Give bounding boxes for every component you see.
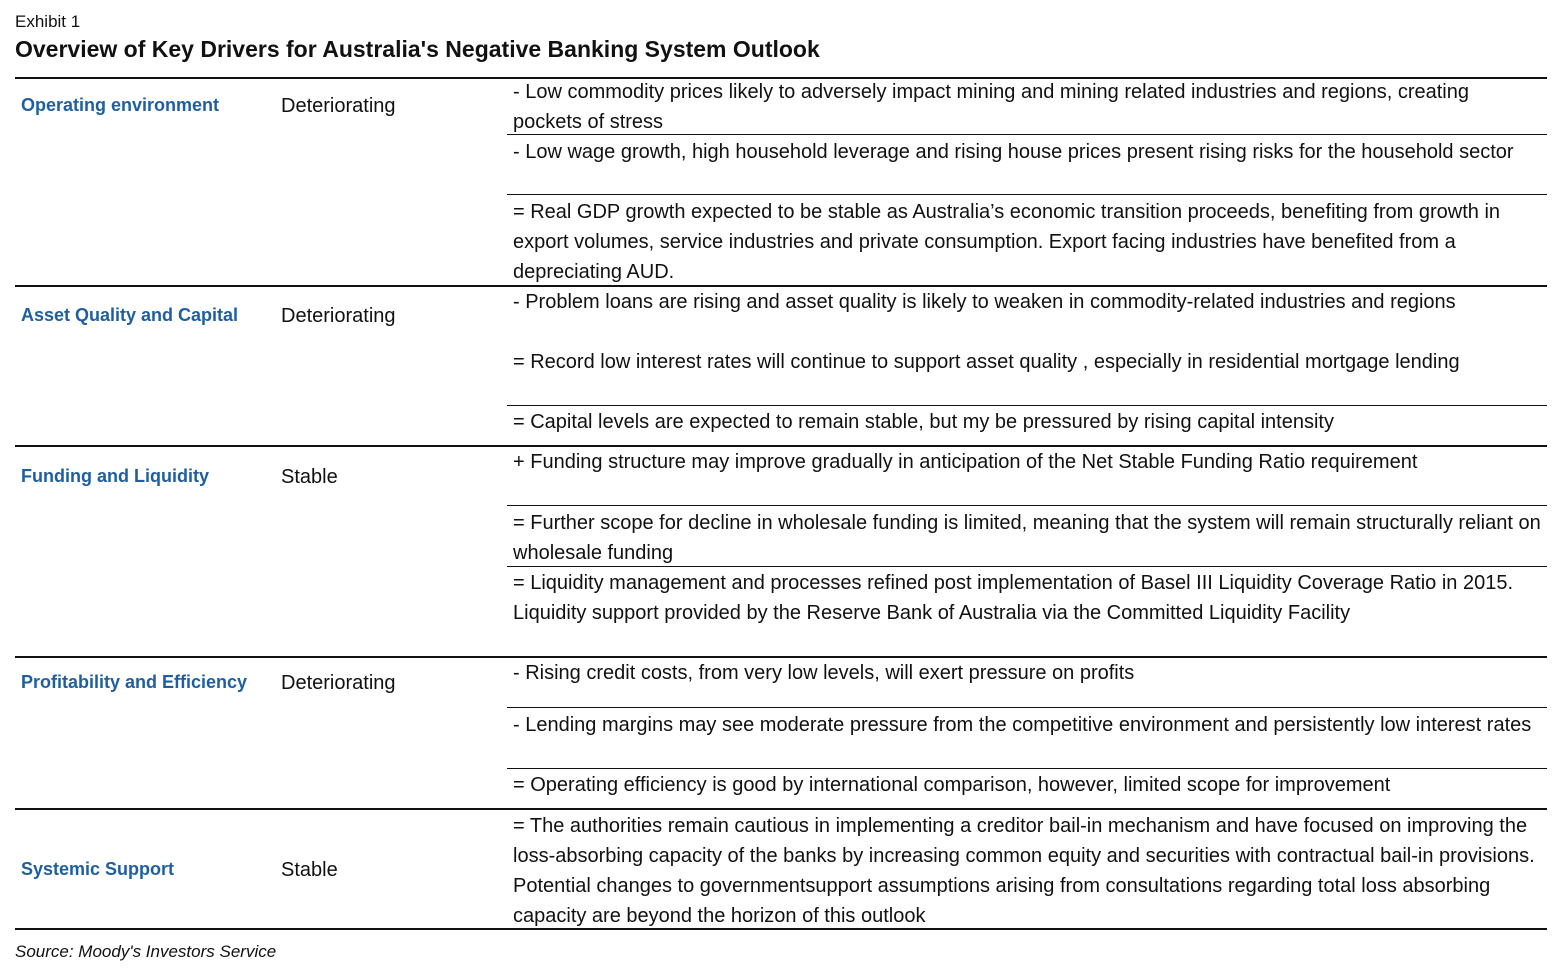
bullet-divider (507, 707, 1547, 708)
bullet-divider (507, 505, 1547, 506)
bullet-divider (507, 405, 1547, 406)
source-note: Source: Moody's Investors Service (15, 942, 277, 961)
exhibit-title: Overview of Key Drivers for Australia's Negative Banking System Outlook (15, 36, 820, 62)
driver-bullet: = Operating efficiency is good by international comparison, however, limited scope for improvement (513, 774, 1391, 796)
driver-bullet: - Problem loans are rising and asset quality is likely to weaken in commodity-related industries and regions (513, 291, 1456, 313)
exhibit-label: Exhibit 1 (15, 12, 81, 31)
status-funding-liquidity: Stable (281, 466, 338, 488)
status-asset-quality-capital: Deteriorating (281, 305, 396, 327)
driver-bullet: = Capital levels are expected to remain stable, but my be pressured by rising capital intensity (513, 411, 1334, 433)
status-systemic-support: Stable (281, 859, 338, 881)
category-funding-liquidity: Funding and Liquidity (21, 466, 209, 486)
driver-bullet: - Rising credit costs, from very low levels, will exert pressure on profits (513, 662, 1135, 684)
category-operating-environment: Operating environment (21, 95, 220, 115)
driver-bullet: = The authorities remain cautious in implementing a creditor bail-in mechanism and have focused on improving the loss-absorbing capacity of the banks by increasing common equity and securities with contractual bail-in provisions. Potential changes to governmentsupport assumptions arising from consultations regarding total loss absorbing capacity are beyond the horizon of this outlook (513, 815, 1535, 927)
category-asset-quality-capital: Asset Quality and Capital (21, 305, 239, 325)
driver-bullet: = Liquidity management and processes refined post implementation of Basel III Liquidity Coverage Ratio in 2015. Liquidity support provided by the Reserve Bank of Australia via the Committed Liquidity Facility (513, 572, 1514, 624)
row-divider (15, 808, 1547, 810)
driver-bullet: = Record low interest rates will continue to support asset quality , especially in residential mortgage lending (513, 351, 1460, 373)
driver-bullet: = Further scope for decline in wholesale funding is limited, meaning that the system will remain structurally reliant on wholesale funding (513, 512, 1541, 564)
status-profitability-efficiency: Deteriorating (281, 672, 396, 694)
driver-bullet: - Lending margins may see moderate pressure from the competitive environment and persistently low interest rates (513, 714, 1532, 736)
driver-bullet: = Real GDP growth expected to be stable as Australia’s economic transition proceeds, benefiting from growth in export volumes, service industries and private consumption. Export facing industries have benefited from a depreciating AUD. (513, 201, 1501, 283)
category-profitability-efficiency: Profitability and Efficiency (21, 672, 248, 692)
driver-bullet: + Funding structure may improve gradually in anticipation of the Net Stable Funding Ratio requirement (513, 451, 1418, 473)
driver-bullet: - Low commodity prices likely to adversely impact mining and mining related industries and regions, creating pockets of stress (513, 81, 1469, 133)
category-systemic-support: Systemic Support (21, 859, 175, 879)
bullet-divider (507, 768, 1547, 769)
driver-bullet: - Low wage growth, high household leverage and rising house prices present rising risks for the household sector (513, 141, 1514, 163)
bullet-divider (507, 194, 1547, 195)
status-operating-environment: Deteriorating (281, 95, 396, 117)
